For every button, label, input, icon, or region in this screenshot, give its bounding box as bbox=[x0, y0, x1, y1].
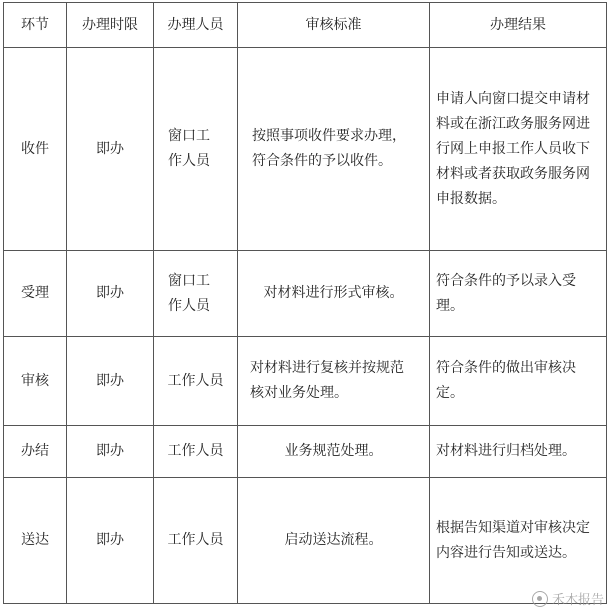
cell-standard bbox=[238, 337, 430, 426]
table-row bbox=[4, 478, 607, 604]
cell-result: 对材料进行归档处理。 bbox=[430, 426, 607, 478]
cell-stage: 收件 bbox=[4, 48, 67, 251]
cell-standard bbox=[238, 48, 430, 251]
cell-stage: 受理 bbox=[4, 251, 67, 337]
cell-staff bbox=[154, 48, 238, 251]
cell-staff-text: 窗口工作人员 bbox=[168, 128, 210, 169]
cell-time-limit: 即办 bbox=[67, 337, 154, 426]
cell-staff: 工作人员 bbox=[154, 478, 238, 604]
cell-stage: 送达 bbox=[4, 478, 67, 604]
cell-time-limit: 即办 bbox=[67, 48, 154, 251]
cell-standard-text: 对材料进行复核并按规范核对业务处理。 bbox=[250, 360, 404, 401]
watermark-logo-icon bbox=[532, 591, 548, 607]
header-staff: 办理人员 bbox=[154, 3, 238, 48]
cell-staff: 工作人员 bbox=[154, 426, 238, 478]
cell-staff: 工作人员 bbox=[154, 337, 238, 426]
process-table bbox=[3, 2, 607, 604]
cell-time-limit: 即办 bbox=[67, 251, 154, 337]
cell-staff-text: 窗口工作人员 bbox=[168, 272, 210, 314]
cell-result: 符合条件的做出审核决定。 bbox=[430, 337, 607, 426]
cell-time-limit: 即办 bbox=[67, 426, 154, 478]
cell-standard: 对材料进行形式审核。 bbox=[238, 251, 430, 337]
header-result: 办理结果 bbox=[430, 3, 607, 48]
table-row bbox=[4, 48, 607, 251]
cell-standard-text: 按照事项收件要求办理，符合条件的予以收件。 bbox=[252, 128, 406, 169]
table-row bbox=[4, 426, 607, 478]
header-standard: 审核标准 bbox=[238, 3, 430, 48]
cell-result: 根据告知渠道对审核决定内容进行告知或送达。 bbox=[430, 478, 607, 604]
header-time-limit: 办理时限 bbox=[67, 3, 154, 48]
cell-standard: 启动送达流程。 bbox=[238, 478, 430, 604]
cell-stage: 审核 bbox=[4, 337, 67, 426]
cell-staff bbox=[154, 251, 238, 337]
watermark bbox=[532, 589, 604, 608]
table-row bbox=[4, 337, 607, 426]
header-stage: 环节 bbox=[4, 3, 67, 48]
cell-result: 申请人向窗口提交申请材料或在浙江政务服务网进行网上申报工作人员收下材料或者获取政务服务网申报数据。 bbox=[430, 48, 607, 251]
cell-standard: 业务规范处理。 bbox=[238, 426, 430, 478]
table-row bbox=[4, 251, 607, 337]
cell-time-limit: 即办 bbox=[67, 478, 154, 604]
cell-result: 符合条件的予以录入受理。 bbox=[430, 251, 607, 337]
watermark-text: 禾木报告 bbox=[551, 593, 604, 608]
cell-stage: 办结 bbox=[4, 426, 67, 478]
table-header-row bbox=[4, 3, 607, 48]
